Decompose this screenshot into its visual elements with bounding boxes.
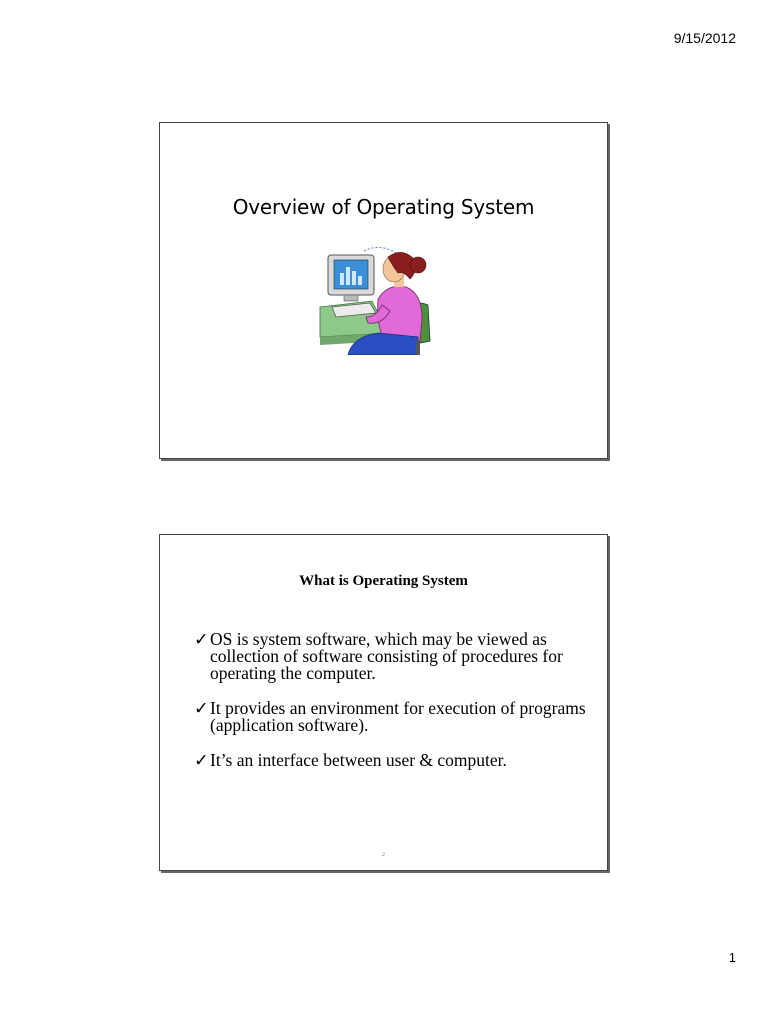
woman-at-computer-clipart (318, 245, 442, 355)
slide-number: 2 (382, 852, 385, 858)
check-icon: ✓ (194, 698, 209, 718)
slide-2 (159, 534, 608, 871)
slide-1 (159, 122, 608, 459)
monitor-stand (344, 295, 358, 301)
bullet-item (194, 631, 594, 682)
check-icon: ✓ (194, 750, 209, 770)
bullet-text: It’s an interface between user & computer. (210, 750, 507, 770)
header-date: 9/15/2012 (673, 30, 736, 46)
bullet-text: OS is system software, which may be viewed as collection of software consisting of procedures for operating the computer. (210, 629, 563, 683)
chair-post (416, 341, 420, 355)
screen-bar-2 (346, 267, 350, 285)
bullet-list (194, 631, 594, 787)
check-icon: ✓ (194, 629, 209, 649)
screen-bar-4 (358, 276, 362, 285)
page-number: 1 (728, 950, 736, 965)
bullet-text: It provides an environment for execution of programs (application software). (210, 698, 586, 735)
slide-2-title: What is Operating System (299, 573, 468, 589)
screen-bar-3 (352, 271, 356, 285)
slide-1-title: Overview of Operating System (232, 195, 535, 219)
bullet-item (194, 700, 594, 734)
bullet-item (194, 752, 594, 769)
dotted-arc (364, 247, 396, 253)
monitor-screen (334, 260, 368, 289)
woman-hair-bun (410, 257, 426, 273)
screen-bar-1 (340, 273, 344, 285)
